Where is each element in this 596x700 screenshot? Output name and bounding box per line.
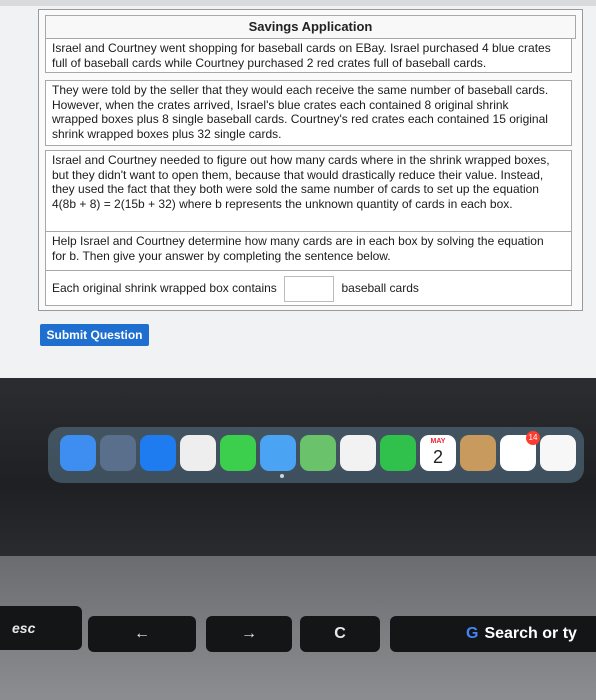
chrome-icon[interactable]	[180, 435, 216, 471]
question-panel	[38, 9, 583, 311]
running-indicator	[280, 474, 284, 478]
messages-icon[interactable]	[220, 435, 256, 471]
notification-badge: 14	[526, 431, 540, 445]
paragraph-2-text: They were told by the seller that they would each receive the same number of baseball cards. However, when the crates arrived, Israel's blue crates each contained 8 original shrink wrapped boxes plus 8 single baseball cards. Courtney's red crates each contained 15 original shrink wrapped boxes plus 32 single cards.	[52, 83, 549, 141]
intro-text: Israel and Courtney went shopping for baseball cards on EBay. Israel purchased 4 blue crates full of baseball cards while Courtney purchased 2 red crates full of baseball cards.	[45, 38, 572, 73]
search-key-label: Search or ty	[484, 625, 577, 642]
top-strip	[0, 0, 596, 6]
mail-icon[interactable]	[260, 435, 296, 471]
contacts-icon[interactable]	[460, 435, 496, 471]
reminders-icon[interactable]	[500, 435, 536, 471]
esc-key[interactable]: esc	[0, 606, 82, 650]
keyboard	[0, 556, 596, 700]
notes-icon[interactable]	[540, 435, 576, 471]
sentence-before: Each original shrink wrapped box contains	[52, 281, 277, 295]
google-icon: G	[466, 625, 479, 642]
sentence-after: baseball cards	[341, 281, 419, 295]
answer-input[interactable]	[284, 276, 334, 302]
instruction-text: Help Israel and Courtney determine how many cards are in each box by solving the equation for b. Then give your answer by completing the sentence below.	[45, 231, 572, 271]
question-title: Savings Application	[45, 15, 576, 39]
story-paragraph-3	[45, 150, 572, 232]
calendar-day: 2	[432, 447, 443, 467]
reload-key[interactable]: C	[300, 616, 380, 652]
photos-icon[interactable]	[340, 435, 376, 471]
safari-icon[interactable]	[140, 435, 176, 471]
finder-icon[interactable]	[60, 435, 96, 471]
calendar-month: MAY	[430, 438, 446, 445]
answer-sentence	[45, 270, 572, 306]
maps-icon[interactable]	[300, 435, 336, 471]
paragraph-3-text: Israel and Courtney needed to figure out how many cards where in the shrink wrapped boxes, but they didn't want to open them, because that would drastically reduce their value. Instead, they used the fact that they both were sold the same number of cards to set up the equation 4(8b + 8) = 2(15b + 32) where b represents the unknown quantity of cards in each box.	[52, 153, 550, 211]
facetime-icon[interactable]	[380, 435, 416, 471]
calendar-icon[interactable]	[420, 435, 456, 471]
launchpad-icon[interactable]	[100, 435, 136, 471]
forward-key[interactable]: →	[206, 616, 292, 652]
submit-question-button[interactable]: Submit Question	[40, 324, 149, 346]
back-key[interactable]: ←	[88, 616, 196, 652]
story-paragraph-2	[45, 80, 572, 146]
dock	[48, 427, 584, 483]
search-key[interactable]	[390, 616, 596, 652]
